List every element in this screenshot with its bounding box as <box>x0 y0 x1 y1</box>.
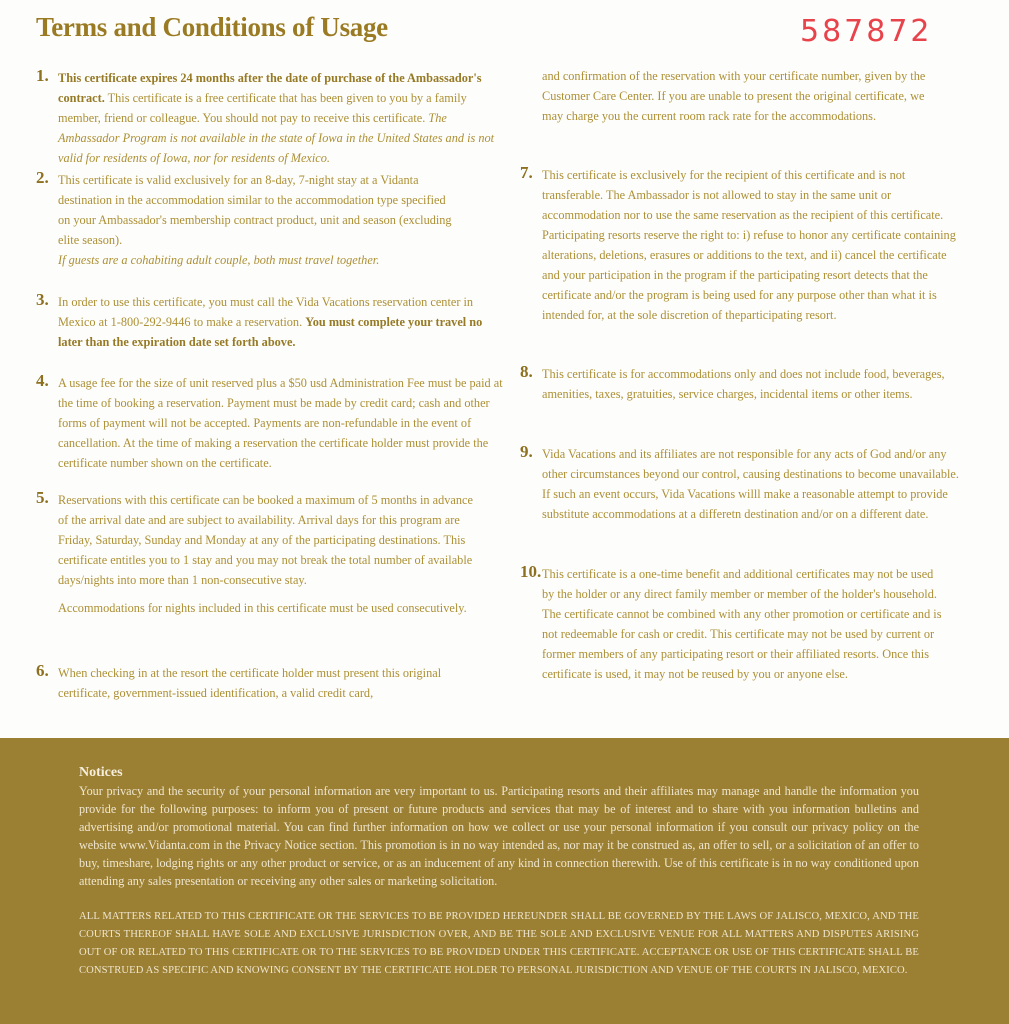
notices-legal-text: ALL MATTERS RELATED TO THIS CERTIFICATE OR THE SERVICES TO BE PROVIDED HEREUNDER SHALL BE GOVERNED BY THE LAWS OF JALISCO, MEXICO, AND THE COURTS THEREOF SHALL HAVE SOLE AND EXCLUSIVE JURISDICTION OVER, AND BE THE SOLE AND EXCLUSIVE VENUE FOR ALL MATTERS AND DISPUTES ARISING OUT OF OR RELATED TO THIS CERTIFICATE OR TO THE SERVICES TO BE PROVIDED UNDER THIS CERTIFICATE. ACCEPTANCE OR USE OF THIS CERTIFICATE SHALL BE CONSTRUED AS SPECIFIC AND KNOWING CONSENT BY THE CERTIFICATE HOLDER TO PERSONAL JURISDICTION AND VENUE OF THE COURTS IN JALISCO, MEXICO. <box>79 911 919 976</box>
term-item-1 <box>36 68 506 168</box>
term-number: 2. <box>36 168 49 187</box>
term-text-continuation: and confirmation of the reservation with your certificate number, given by the Customer Care Center. If you are unable to present the original certificate, we may charge you the current room rack rate for the accommodations. <box>542 69 926 123</box>
term-item-7 <box>520 165 970 325</box>
term-number: 8. <box>520 362 533 381</box>
term-text: This certificate is for accommodations only and does not include food, beverages, amenities, taxes, gratuities, service charges, incidental items or other items. <box>542 367 945 401</box>
term-text: In order to use this certificate, you must call the Vida Vacations reservation center in Mexico at 1-800-292-9446 to make a reservation. <box>58 295 474 329</box>
page-title: Terms and Conditions of Usage <box>36 12 388 42</box>
term-text: Vida Vacations and its affiliates are not responsible for any acts of God and/or any other circumstances beyond our control, causing destinations to become unavailable. If such an event occurs, Vida Vacations willl make a reasonable attempt to provide substitute accommodations at a differetn destination and/or on a different date. <box>542 447 959 521</box>
term-text: A usage fee for the size of unit reserved plus a $50 usd Administration Fee must be paid at the time of booking a reservation. Payment must be made by credit card; cash and other forms of payment will not be accepted. Payments are non-refundable in the event of cancellation. At the time of making a reservation the certificate holder must provide the certificate number shown on the certificate. <box>58 376 503 470</box>
term-number: 9. <box>520 442 533 461</box>
certificate-number: 587872 <box>800 14 933 49</box>
term-bold-text: You must complete your travel no later than the expiration date set forth above. <box>58 315 483 349</box>
term-number: 1. <box>36 66 49 85</box>
term-number: 10. <box>520 562 542 581</box>
term-text-secondary: Accommodations for nights included in this certificate must be used consecutively. <box>58 601 467 615</box>
term-text: This certificate is exclusively for the recipient of this certificate and is not transferable. The Ambassador is not allowed to stay in the same unit or accommodation nor to use the same reservation as the recipient of this certificate. Participating resorts reserve the right to: i) refuse to honor any certificate containing alterations, deletions, erasures or additions to the text, and ii) cancel the certificate and your participation in the program if the participating resort detects that the certificate and/or the program is being used for any purpose other than what it is intended for, at the sole discretion of theparticipating resort. <box>542 168 956 322</box>
term-text: This certificate is a one-time benefit and additional certificates may not be used by the holder or any direct family member or member of the holder's household. The certificate cannot be combined with any other promotion or certificate and is not redeemable for cash or credit. This certificate may not be used by current or former members of any participating resort or their affiliated resorts. Once this certificate is used, it may not be reused by you or anyone else. <box>542 567 942 681</box>
term-number: 5. <box>36 488 49 507</box>
term-italic-text: The Ambassador Program is not available in the state of Iowa in the United States and is not valid for residents of Iowa, nor for residents of Mexico. <box>58 111 495 165</box>
term-number: 7. <box>520 163 533 182</box>
term-italic-text: If guests are a cohabiting adult couple, both must travel together. <box>58 253 380 267</box>
term-item-10 <box>520 564 970 684</box>
notices-privacy-text: Your privacy and the security of your personal information are very important to us. Participating resorts and their affiliates may manage and handle the information you provide for the following purposes: to inform you of present or future products and services that may be of interest and to share with you information bulletins and advertising and/or promotional material. You can find further information on how we collect or use your personal information if you consult our privacy policy on the website www.Vidanta.com in the Privacy Notice section. This promotion is in no way intended as, nor may it be construed as, an offer to sell, or a solicitation of an offer to buy, timeshare, lodging rights or any other product or service, or as an inducement of any kind in connection therewith. Use of this certificate is in no way conditioned upon attending any sales presentation or receiving any other sales or marketing solicitation. <box>79 784 919 888</box>
term-item-6 <box>36 663 506 703</box>
term-item-6-continued <box>520 66 970 126</box>
term-item-5 <box>36 490 506 618</box>
notices-section <box>0 738 1009 1024</box>
term-bold-text: This certificate expires 24 months after the date of purchase of the Ambassador's contract. <box>58 71 482 105</box>
term-text: This certificate is valid exclusively for an 8-day, 7-night stay at a Vidanta destination in the accommodation similar to the accommodation type specified on your Ambassador's membership contract product, unit and season (excluding elite season). <box>58 173 452 247</box>
term-item-3 <box>36 292 506 352</box>
term-number: 6. <box>36 661 49 680</box>
term-number: 3. <box>36 290 49 309</box>
notices-title: Notices <box>79 765 123 780</box>
term-item-9 <box>520 444 970 524</box>
term-item-4 <box>36 373 506 473</box>
term-text: When checking in at the resort the certificate holder must present this original certificate, government-issued identification, a valid credit card, <box>58 666 442 700</box>
term-item-8 <box>520 364 970 404</box>
term-text: Reservations with this certificate can be booked a maximum of 5 months in advance of the arrival date and are subject to availability. Arrival days for this program are Friday, Saturday, Sunday and Monday at any of the participating destinations. This certificate entitles you to 1 stay and you may not break the total number of available days/nights into more than 1 non-consecutive stay. <box>58 493 473 587</box>
term-number: 4. <box>36 371 49 390</box>
term-item-2 <box>36 170 506 270</box>
term-text: This certificate is a free certificate that has been given to you by a family member, friend or colleague. You should not pay to receive this certificate. <box>58 91 467 125</box>
